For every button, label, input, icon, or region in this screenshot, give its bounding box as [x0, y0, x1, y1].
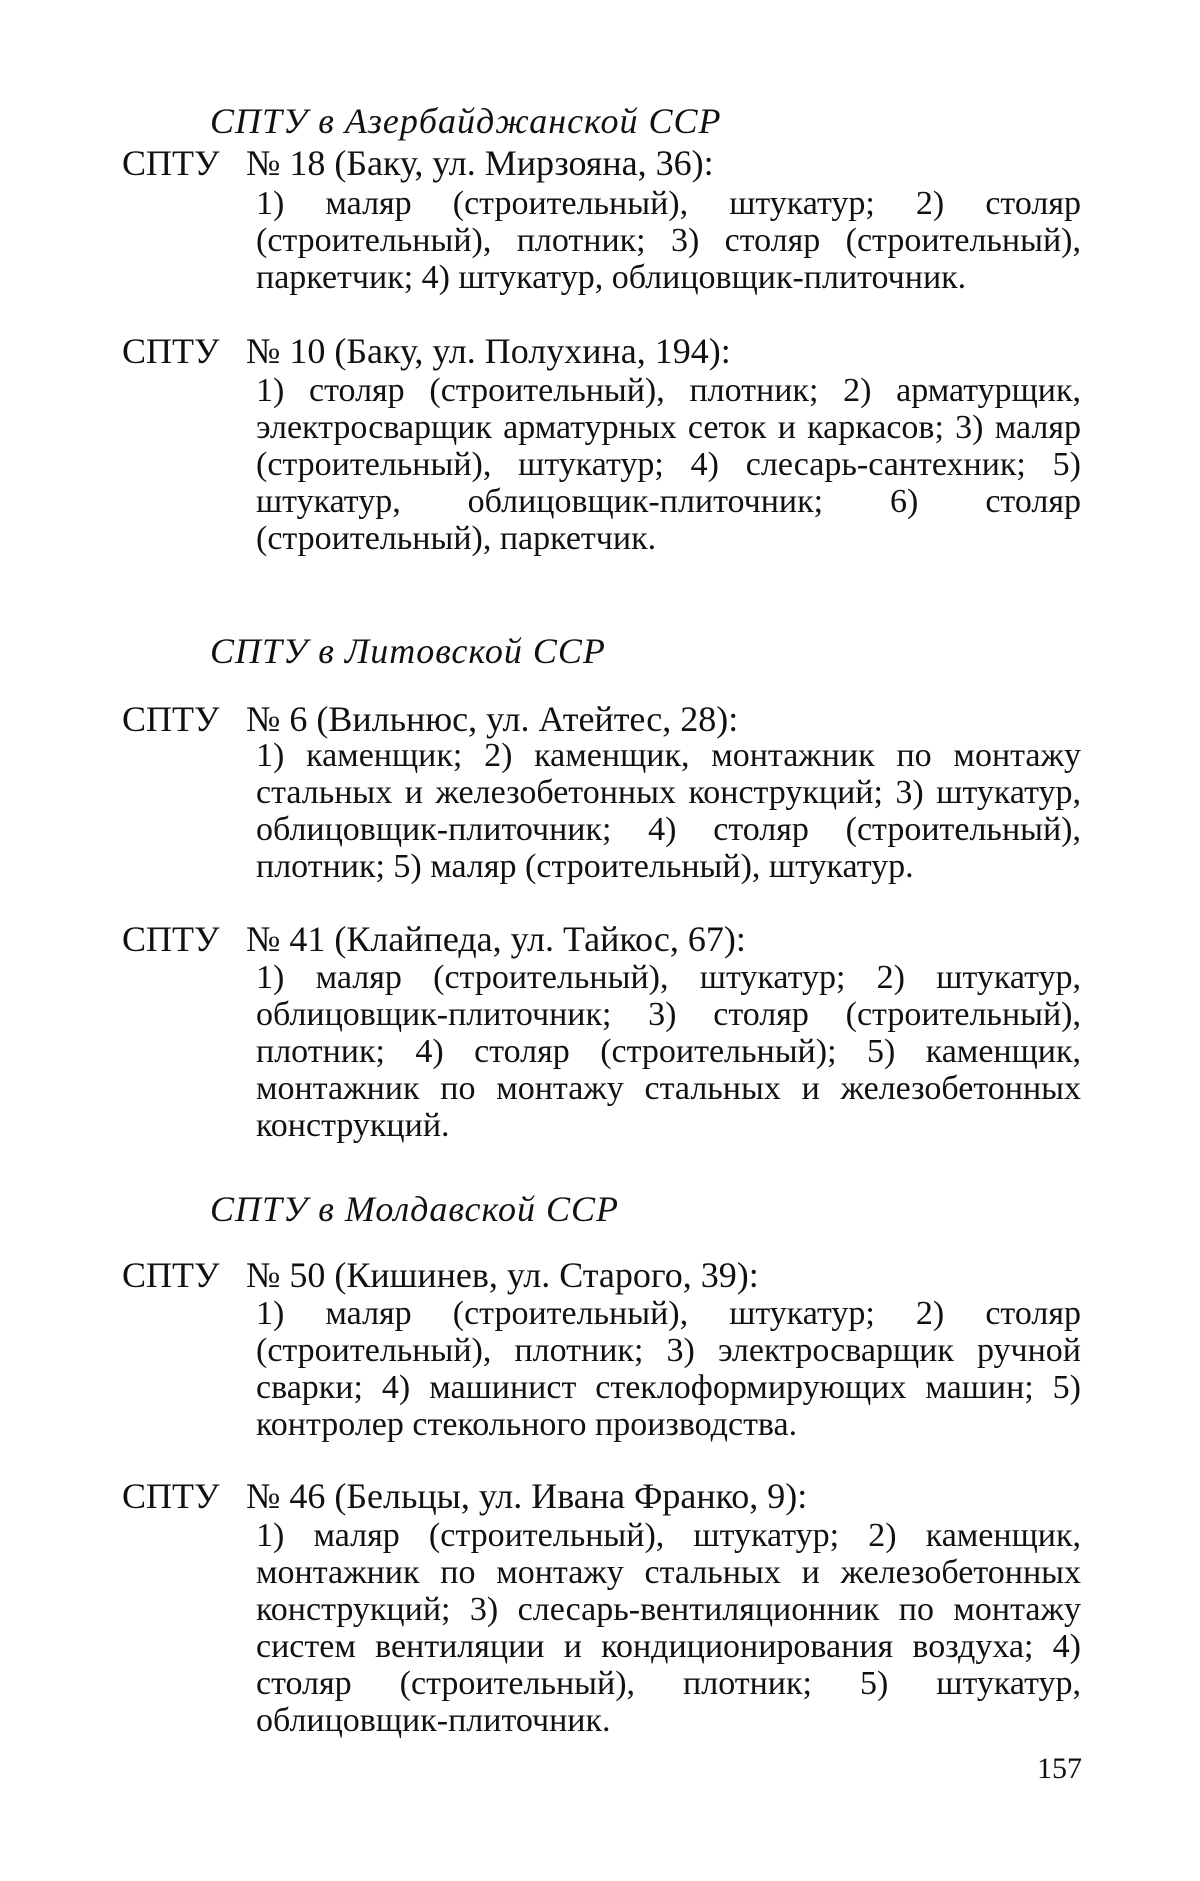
entry-header — [122, 1254, 759, 1296]
entry-org: СПТУ — [122, 699, 220, 739]
entry-title: № 18 (Баку, ул. Мирзояна, 36): — [246, 143, 714, 183]
entry-header — [122, 698, 738, 740]
entry-org: СПТУ — [122, 331, 220, 371]
entry-org: СПТУ — [122, 919, 220, 959]
entry-header — [122, 330, 731, 372]
entry-body: 1) маляр (строительный), штукатур; 2) столяр (строительный), плотник; 3) электросварщик ручной сварки; 4) машинист стеклоформирующих машин; 5) контролер стекольного производства. — [256, 1295, 1081, 1443]
entry-body: 1) каменщик; 2) каменщик, монтажник по монтажу стальных и железобетонных конструкций; 3) штукатур, облицовщик-плиточник; 4) столяр (строительный), плотник; 5) маляр (строительный), штукатур. — [256, 737, 1081, 885]
section-heading: СПТУ в Литовской ССР — [210, 631, 606, 671]
entry-body: 1) столяр (строительный), плотник; 2) арматурщик, электросварщик арматурных сеток и каркасов; 3) маляр (строительный), штукатур; 4) слесарь-сантехник; 5) штукатур, облицовщик-плиточник; 6) столяр (строительный), паркетчик. — [256, 372, 1081, 557]
entry-title: № 6 (Вильнюс, ул. Атейтес, 28): — [246, 699, 739, 739]
entry-title: № 50 (Кишинев, ул. Старого, 39): — [246, 1255, 759, 1295]
entry-title: № 41 (Клайпеда, ул. Тайкос, 67): — [246, 919, 746, 959]
entry-org: СПТУ — [122, 1255, 220, 1295]
entry-title: № 10 (Баку, ул. Полухина, 194): — [246, 331, 731, 371]
entry-body: 1) маляр (строительный), штукатур; 2) столяр (строительный), плотник; 3) столяр (строительный), паркетчик; 4) штукатур, облицовщик-плиточник. — [256, 185, 1081, 296]
section-heading: СПТУ в Молдавской ССР — [210, 1189, 619, 1229]
entry-header — [122, 918, 746, 960]
entry-org: СПТУ — [122, 1476, 220, 1516]
section-heading: СПТУ в Азербайджанской ССР — [210, 101, 722, 141]
entry-header — [122, 142, 714, 184]
entry-header — [122, 1475, 807, 1517]
entry-body: 1) маляр (строительный), штукатур; 2) штукатур, облицовщик-плиточник; 3) столяр (строительный), плотник; 4) столяр (строительный); 5) каменщик, монтажник по монтажу стальных и железобетонных конструкций. — [256, 959, 1081, 1144]
entry-title: № 46 (Бельцы, ул. Ивана Франко, 9): — [246, 1476, 808, 1516]
page-number: 157 — [1037, 1752, 1082, 1785]
entry-body: 1) маляр (строительный), штукатур; 2) каменщик, монтажник по монтажу стальных и железобетонных конструкций; 3) слесарь-вентиляционник по монтажу систем вентиляции и кондиционирования воздуха; 4) столяр (строительный), плотник; 5) штукатур, облицовщик-плиточник. — [256, 1517, 1081, 1739]
entry-org: СПТУ — [122, 143, 220, 183]
